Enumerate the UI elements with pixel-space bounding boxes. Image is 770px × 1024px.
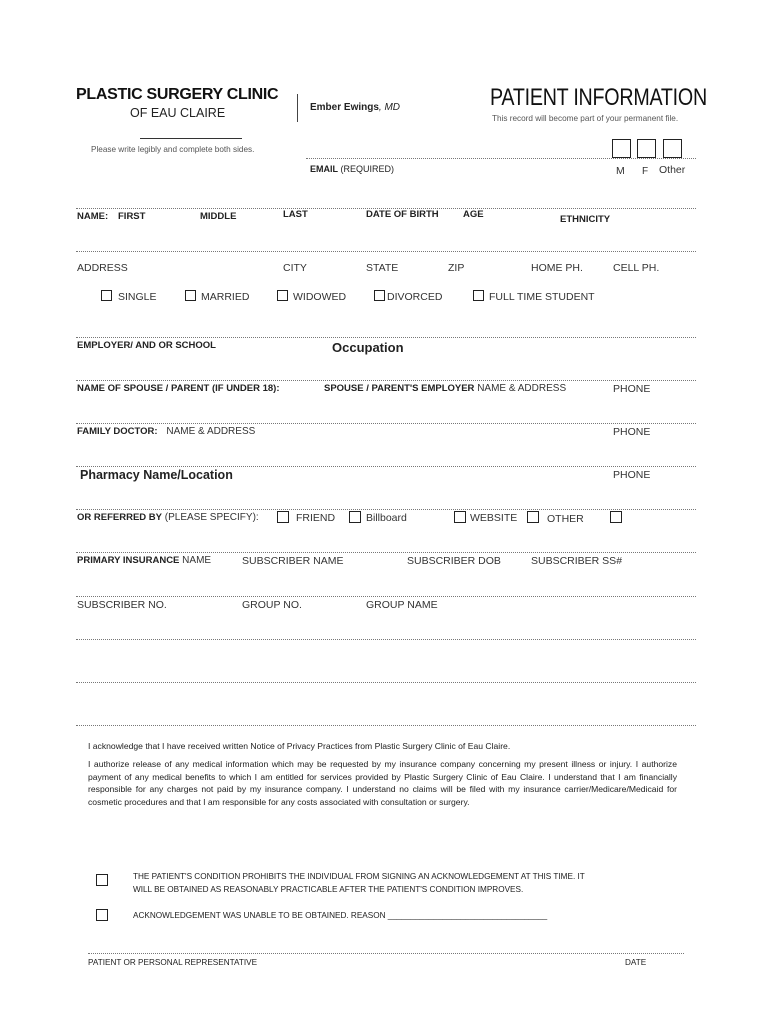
billboard-checkbox[interactable] xyxy=(349,511,361,523)
authorization-paragraph: I authorize release of any medical information which may be requested by my insurance company concerning my present illness or injury. I authorize payment of any medical benefits to which I am entitled for services provided by Plastic Surgery Clinic of Eau Claire. I understand that I am financially responsible for any charges not paid by my insurance company. I understand no claims will be filed with my insurance carrier/Medicare/Medicaid for cosmetic procedures and that I am responsible for any costs associated with consultation or surgery. xyxy=(88,759,677,808)
row-divider xyxy=(76,251,696,252)
email-divider xyxy=(306,158,696,159)
family-doctor-bold: FAMILY DOCTOR: xyxy=(77,426,158,437)
name-label: NAME: xyxy=(77,211,109,222)
widowed-checkbox[interactable] xyxy=(277,290,288,301)
family-doctor-label xyxy=(77,426,255,437)
spouse-phone-label: PHONE xyxy=(613,383,651,395)
row-divider xyxy=(76,380,696,381)
dob-label: DATE OF BIRTH xyxy=(366,209,439,220)
other-checkbox[interactable] xyxy=(527,511,539,523)
clinic-name: PLASTIC SURGERY CLINIC xyxy=(76,86,279,103)
spouse-employer-rest: NAME & ADDRESS xyxy=(474,383,567,394)
employer-label: EMPLOYER/ AND OR SCHOOL xyxy=(77,340,216,351)
pharmacy-label: Pharmacy Name/Location xyxy=(80,468,233,482)
subscriber-name-label: SUBSCRIBER NAME xyxy=(242,555,344,567)
state-label: STATE xyxy=(366,262,399,274)
full-time-student-label: FULL TIME STUDENT xyxy=(489,291,595,303)
doctor-name-text: Ember Ewings xyxy=(310,102,379,113)
row-divider xyxy=(76,509,696,510)
family-doctor-rest: NAME & ADDRESS xyxy=(166,426,256,437)
subscriber-dob-label: SUBSCRIBER DOB xyxy=(407,555,501,567)
clinic-location: OF EAU CLAIRE xyxy=(130,106,226,120)
family-doctor-phone-label: PHONE xyxy=(613,426,651,438)
single-checkbox[interactable] xyxy=(101,290,112,301)
primary-insurance-label xyxy=(77,555,211,566)
form-subtitle: This record will become part of your permanent file. xyxy=(492,114,679,123)
other-extra-checkbox[interactable] xyxy=(610,511,622,523)
row-divider xyxy=(76,596,696,597)
row-divider xyxy=(76,639,696,640)
instruction-text: Please write legibly and complete both sides. xyxy=(91,145,255,154)
row-divider xyxy=(76,682,696,683)
ethnicity-label: ETHNICITY xyxy=(560,214,611,225)
website-checkbox[interactable] xyxy=(454,511,466,523)
home-phone-label: HOME PH. xyxy=(531,262,583,274)
date-label: DATE xyxy=(625,958,647,967)
referred-by-bold: OR REFERRED BY xyxy=(77,512,162,523)
header-divider xyxy=(297,94,298,122)
email-label-text: EMAIL xyxy=(310,164,338,174)
row-divider xyxy=(76,466,696,467)
referred-by-rest: (PLEASE SPECIFY): xyxy=(161,512,259,523)
signature-line[interactable] xyxy=(88,953,684,954)
divorced-label: DIVORCED xyxy=(387,291,443,303)
subscriber-ss-label: SUBSCRIBER SS# xyxy=(531,555,623,567)
patient-signature-label: PATIENT OR PERSONAL REPRESENTATIVE xyxy=(88,958,258,967)
privacy-acknowledgement: I acknowledge that I have received written Notice of Privacy Practices from Plastic Surgery Clinic of Eau Claire. xyxy=(88,741,511,751)
condition-text-line2: WILL BE OBTAINED AS REASONABLY PRACTICABLE AFTER THE PATIENT'S CONDITION IMPROVES. xyxy=(133,885,524,894)
name-first-label: FIRST xyxy=(118,211,146,222)
age-label: AGE xyxy=(463,209,484,220)
other-referral-label: OTHER xyxy=(547,513,584,525)
gender-m-checkbox[interactable] xyxy=(612,139,631,158)
unable-text: ACKNOWLEDGEMENT WAS UNABLE TO BE OBTAINED. REASON ___________________________________ xyxy=(133,911,548,920)
primary-insurance-bold: PRIMARY INSURANCE xyxy=(77,555,180,566)
single-label: SINGLE xyxy=(118,291,157,303)
subscriber-no-label: SUBSCRIBER NO. xyxy=(77,599,167,611)
primary-insurance-rest: NAME xyxy=(179,555,212,566)
spouse-employer-bold: SPOUSE / PARENT'S EMPLOYER xyxy=(324,383,475,394)
gender-other-checkbox[interactable] xyxy=(663,139,682,158)
billboard-label: Billboard xyxy=(366,512,407,524)
doctor-credential: , MD xyxy=(378,102,401,113)
clinic-underline xyxy=(140,138,242,139)
full-time-student-checkbox[interactable] xyxy=(473,290,484,301)
pharmacy-phone-label: PHONE xyxy=(613,469,651,481)
address-label: ADDRESS xyxy=(77,262,128,274)
married-checkbox[interactable] xyxy=(185,290,196,301)
condition-text-line1: THE PATIENT'S CONDITION PROHIBITS THE INDIVIDUAL FROM SIGNING AN ACKNOWLEDGEMENT AT THIS TIME. IT xyxy=(133,872,585,881)
gender-f-label: F xyxy=(642,166,649,177)
friend-checkbox[interactable] xyxy=(277,511,289,523)
row-divider xyxy=(76,337,696,338)
group-name-label: GROUP NAME xyxy=(366,599,438,611)
divorced-checkbox[interactable] xyxy=(374,290,385,301)
name-middle-label: MIDDLE xyxy=(200,211,237,222)
form-title: PATIENT INFORMATION xyxy=(490,84,707,111)
doctor-name xyxy=(310,102,400,113)
row-divider xyxy=(76,725,696,726)
gender-m-label: M xyxy=(616,165,625,177)
website-label: WEBSITE xyxy=(470,512,518,524)
city-label: CITY xyxy=(283,262,307,274)
spouse-employer-label xyxy=(324,383,566,394)
row-divider xyxy=(76,423,696,424)
spouse-name-label: NAME OF SPOUSE / PARENT (IF UNDER 18): xyxy=(77,383,280,394)
gender-f-checkbox[interactable] xyxy=(637,139,656,158)
unable-checkbox[interactable] xyxy=(96,909,108,921)
name-last-label: LAST xyxy=(283,209,308,220)
zip-label: ZIP xyxy=(448,262,465,274)
condition-checkbox[interactable] xyxy=(96,874,108,886)
married-label: MARRIED xyxy=(201,291,250,303)
occupation-label: Occupation xyxy=(332,340,404,355)
widowed-label: WIDOWED xyxy=(293,291,347,303)
row-divider xyxy=(76,552,696,553)
email-required: (REQUIRED) xyxy=(338,164,394,174)
email-label xyxy=(310,164,394,174)
referred-by-label xyxy=(77,512,259,523)
gender-other-label: Other xyxy=(659,164,686,176)
group-no-label: GROUP NO. xyxy=(242,599,302,611)
cell-phone-label: CELL PH. xyxy=(613,262,660,274)
friend-label: FRIEND xyxy=(296,512,336,524)
